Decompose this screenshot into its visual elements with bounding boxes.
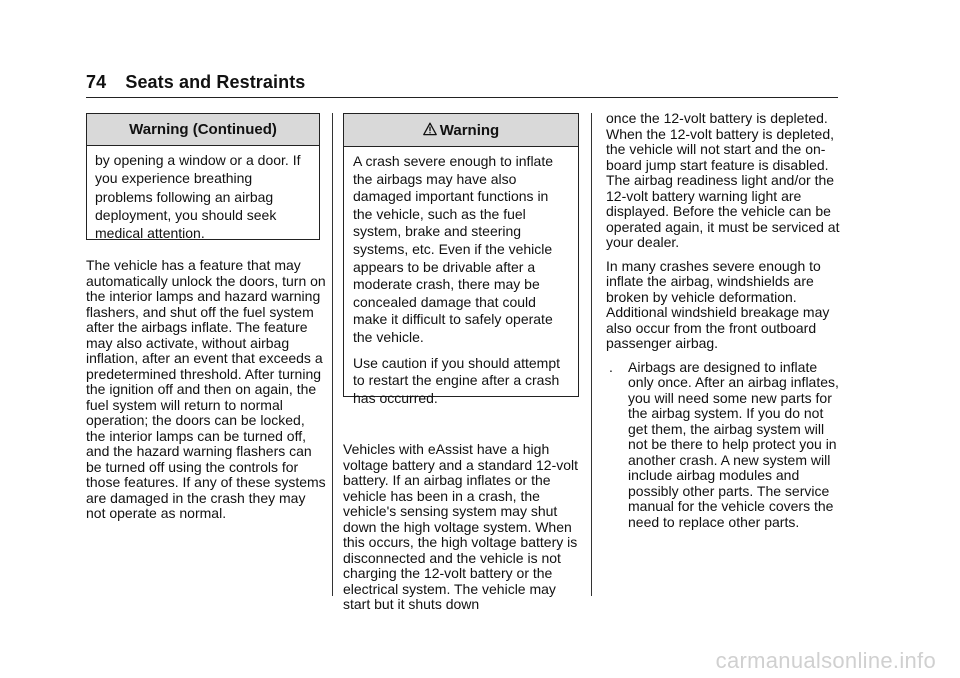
warning-box: [343, 113, 579, 406]
column-divider-2: [591, 113, 592, 596]
warning-paragraph-2: Use caution if you should attempt to restart the engine after a crash has occurred.: [353, 354, 561, 406]
page-header: [86, 72, 305, 93]
header-divider: [86, 97, 838, 98]
page-number: 74: [86, 72, 107, 92]
warning-triangle-icon: [423, 122, 437, 136]
paragraph-battery-depleted: once the 12-volt battery is depleted. When the 12-volt battery is depleted, the vehicle will not start and the on-board jump start feature is disabled. The airbag readiness light and/or the 12-volt battery warning light are displayed. Before the vehicle can be operated again, it must be serviced at your dealer.: [606, 110, 840, 250]
watermark: carmanualsonline.info: [715, 648, 936, 673]
bullet-text: Airbags are designed to inflate only once. After an airbag inflates, you will need some new parts for the airbag system. If you do not get them, the airbag system will not be there to help protect you in another crash. A new system will include airbag modules and possibly other parts. The service manual for the vehicle covers the need to replace other parts.: [628, 358, 839, 530]
warning-continued-text: by opening a window or a door. If you experience breathing problems following an airbag deployment, you should seek medical attention.: [95, 152, 301, 242]
paragraph-auto-unlock: The vehicle has a feature that may automatically unlock the doors, turn on the interior lamps and hazard warning flashers, and shut off the fuel system after the airbags inflate. The feature may also activate, without airbag inflation, after an event that exceeds a predetermined threshold. After turning the ignition off and then on again, the fuel system will return to normal operation; the doors can be locked, the interior lamps can be turned off, and the hazard warning flashers can be turned off using the controls for those features. If any of these systems are damaged in the crash they may not operate as normal.: [86, 257, 326, 521]
warning-paragraph-1: A crash severe enough to inflate the airbags may have also damaged important functions in the vehicle, such as the fuel system, brake and steering systems, etc. Even if the vehicle appears to be drivable after a moderate crash, there may be concealed damage that could make it difficult to safely operate the vehicle.: [353, 153, 554, 345]
paragraph-eassist: Vehicles with eAssist have a high voltage battery and a standard 12-volt battery. If an airbag inflates or the vehicle has been in a crash, the vehicle's sensing system may shut down the high voltage system. When this occurs, the high voltage battery is disconnected and the vehicle is not charging the 12-volt battery or the electrical system. The vehicle may start but it shuts down: [343, 441, 579, 612]
warning-continued-title: Warning (Continued): [87, 114, 319, 146]
warning-continued-box: [86, 113, 320, 240]
warning-body: [344, 147, 578, 407]
column-divider-1: [332, 113, 333, 596]
list-item: [606, 360, 846, 531]
column-2-text: [343, 442, 583, 613]
warning-title-bar: [344, 114, 578, 147]
column-1-text: [86, 258, 326, 522]
warning-title: Warning: [439, 122, 500, 139]
paragraph-windshield: In many crashes severe enough to inflate the airbag, windshields are broken by vehicle deformation. Additional windshield breakage may also occur from the front outboard passenger airbag.: [606, 257, 830, 351]
warning-continued-body: [87, 146, 319, 242]
column-3-text: [606, 111, 846, 530]
section-title: Seats and Restraints: [125, 72, 306, 92]
bullet-mark: .: [609, 358, 613, 375]
